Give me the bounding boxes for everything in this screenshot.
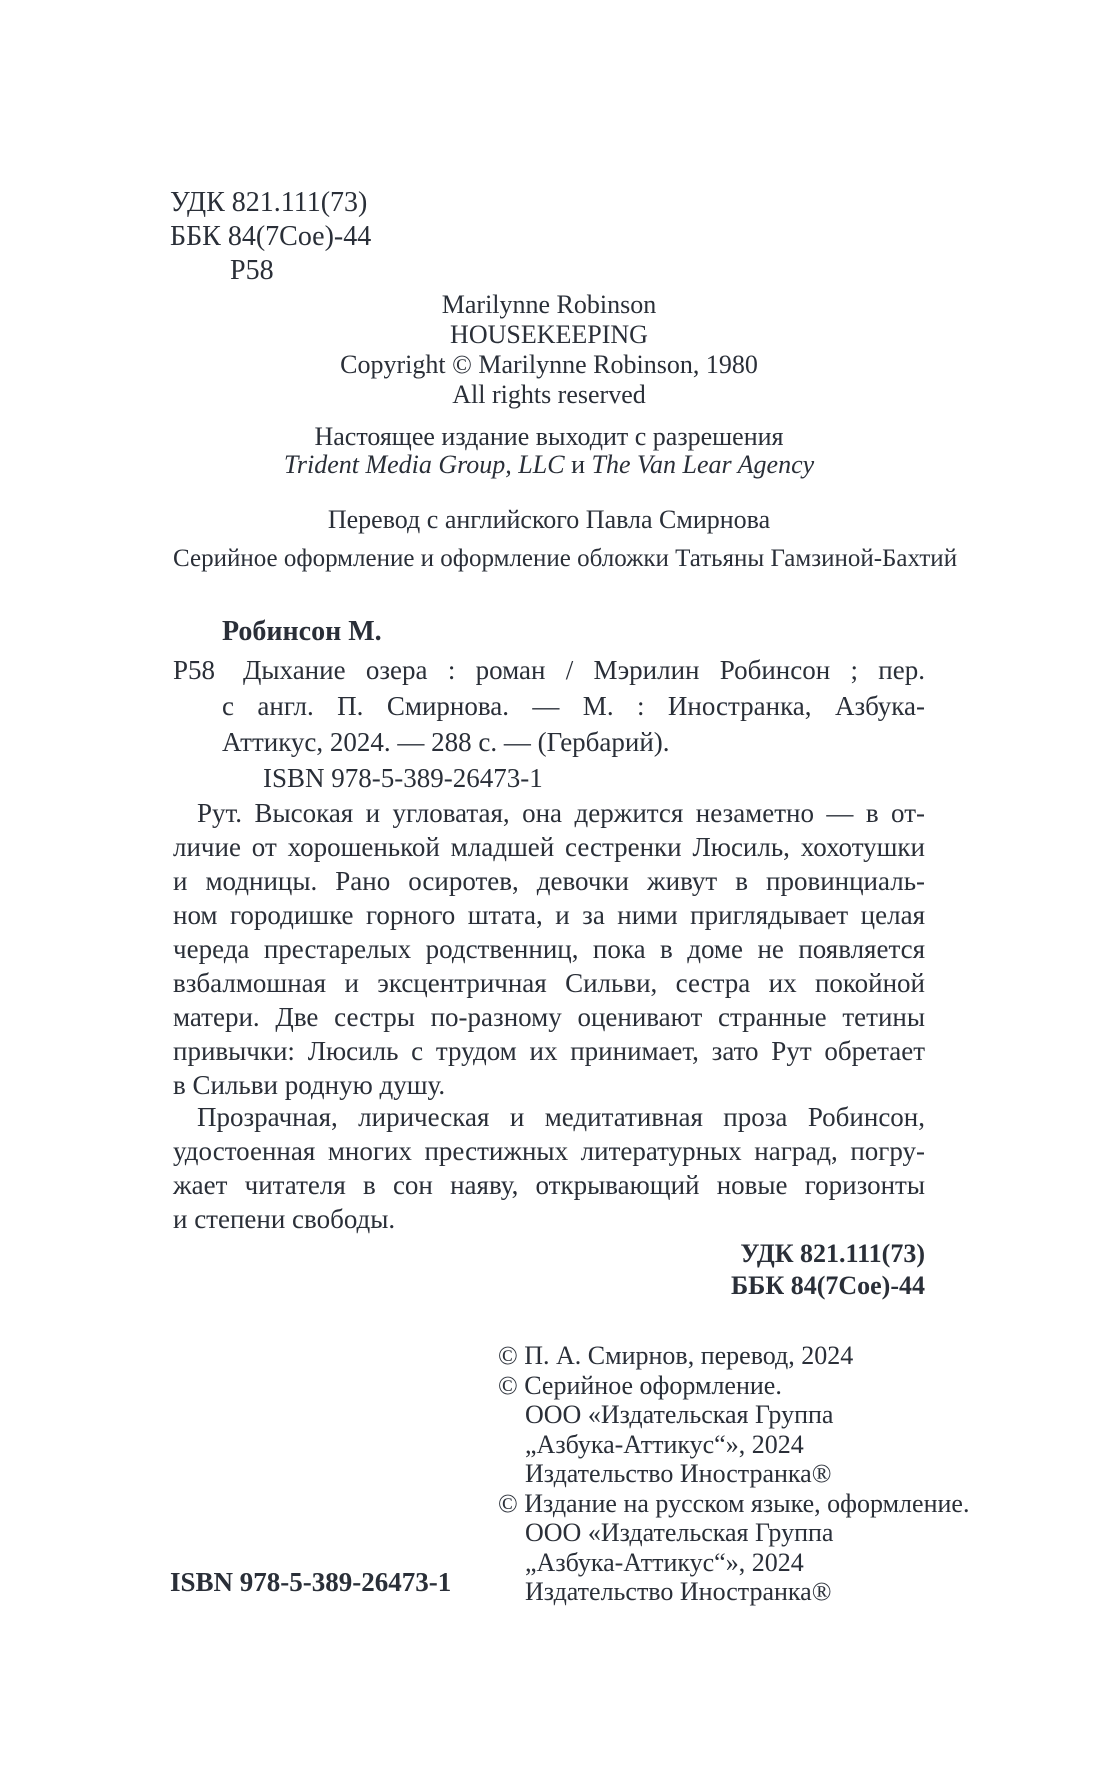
text-line: Рут. Высокая и угловатая, она держится незаметно — в от-: [197, 798, 925, 828]
text-line: удостоенная многих престижных литературных наград, погру-: [173, 1136, 925, 1166]
original-title: HOUSEKEEPING: [450, 320, 648, 349]
text-line: череда престарелых родственниц, пока в доме не появляется: [173, 934, 925, 964]
text-line: в Сильви родную душу.: [173, 1070, 446, 1100]
catalog-line-3: Аттикус, 2024. — 288 с. — (Гербарий).: [222, 727, 670, 757]
translator-credit: Перевод с английского Павла Смирнова: [327, 505, 771, 534]
text-line: матери. Две сестры по-разному оценивают странные тетины: [173, 1002, 925, 1032]
copyright-line: Издательство Иностранка®: [525, 1459, 832, 1488]
copyright-block: [498, 1341, 969, 1607]
author-sign-code: Р58: [230, 255, 274, 286]
copyright-line: © Издание на русском языке, оформление.: [498, 1488, 970, 1518]
catalog-line-2: с англ. П. Смирнова. — М. : Иностранка, Азбука-: [222, 691, 925, 721]
permission-intro: Настоящее издание выходит с разрешения: [314, 422, 784, 451]
catalog-isbn: ISBN 978-5-389-26473-1: [263, 763, 543, 793]
copyright-line: © П. А. Смирнов, перевод, 2024: [498, 1341, 854, 1370]
bottom-classification-block: [173, 1238, 927, 1302]
copyright-line: ООО «Издательская Группа: [525, 1518, 834, 1547]
top-classification-block: [170, 186, 371, 288]
isbn-bottom: ISBN 978-5-389-26473-1: [170, 1567, 452, 1597]
catalog-card: [173, 652, 925, 796]
copyright-line: © Серийное оформление.: [498, 1370, 782, 1400]
catalog-code: Р58: [173, 655, 216, 685]
agency-trident: Trident Media Group, LLC: [283, 450, 565, 479]
original-copyright: Copyright © Marilynne Robinson, 1980: [340, 350, 758, 379]
permission-agencies: [173, 451, 925, 479]
copyright-line: „Азбука-Аттикус“», 2024: [525, 1547, 804, 1577]
designer-credit: Серийное оформление и оформление обложки Татьяны Гамзиной-Бахтий: [173, 545, 958, 572]
catalog-author-heading: Робинсон М.: [222, 616, 382, 647]
bbk-code-bottom: ББК 84(7Сое)-44: [730, 1271, 925, 1300]
annotation-paragraph-2: [173, 1100, 925, 1236]
text-line: жает читателя в сон наяву, открывающий новые горизонты: [173, 1170, 925, 1200]
text-line: Прозрачная, лирическая и медитативная проза Робинсон,: [197, 1102, 925, 1132]
text-line: взбалмошная и эксцентричная Сильви, сестра их покойной: [173, 968, 925, 998]
permission-block: [173, 423, 925, 479]
catalog-line-1: [173, 652, 925, 688]
text-line: личие от хорошенькой младшей сестренки Люсиль, хохотушки: [173, 832, 925, 862]
udc-code-bottom: УДК 821.111(73): [740, 1239, 925, 1268]
agency-vanlear: The Van Lear Agency: [591, 450, 815, 479]
copyright-line: Издательство Иностранка®: [525, 1577, 832, 1606]
copyright-line: „Азбука-Аттикус“», 2024: [525, 1429, 804, 1459]
annotation-paragraph-1: [173, 796, 925, 1102]
original-edition-block: [173, 290, 925, 410]
original-rights: All rights reserved: [452, 380, 646, 409]
bbk-code: ББК 84(7Сое)-44: [170, 221, 372, 252]
text-line: привычки: Люсиль с трудом их принимает, зато Рут обретает: [173, 1036, 925, 1066]
text-line: и модницы. Рано осиротев, девочки живут в провинциаль-: [173, 866, 925, 896]
udc-code: УДК 821.111(73): [170, 187, 368, 218]
text-line: и степени свободы.: [173, 1204, 396, 1234]
agency-conjunction: и: [564, 450, 592, 479]
original-author: Marilynne Robinson: [441, 290, 657, 319]
copyright-line: ООО «Издательская Группа: [525, 1400, 834, 1429]
text-line: ном городишке горного штата, и за ними приглядывает целая: [173, 900, 925, 930]
catalog-title-statement: Дыхание озера : роман / Мэрилин Робинсон ; пер.: [243, 655, 925, 685]
